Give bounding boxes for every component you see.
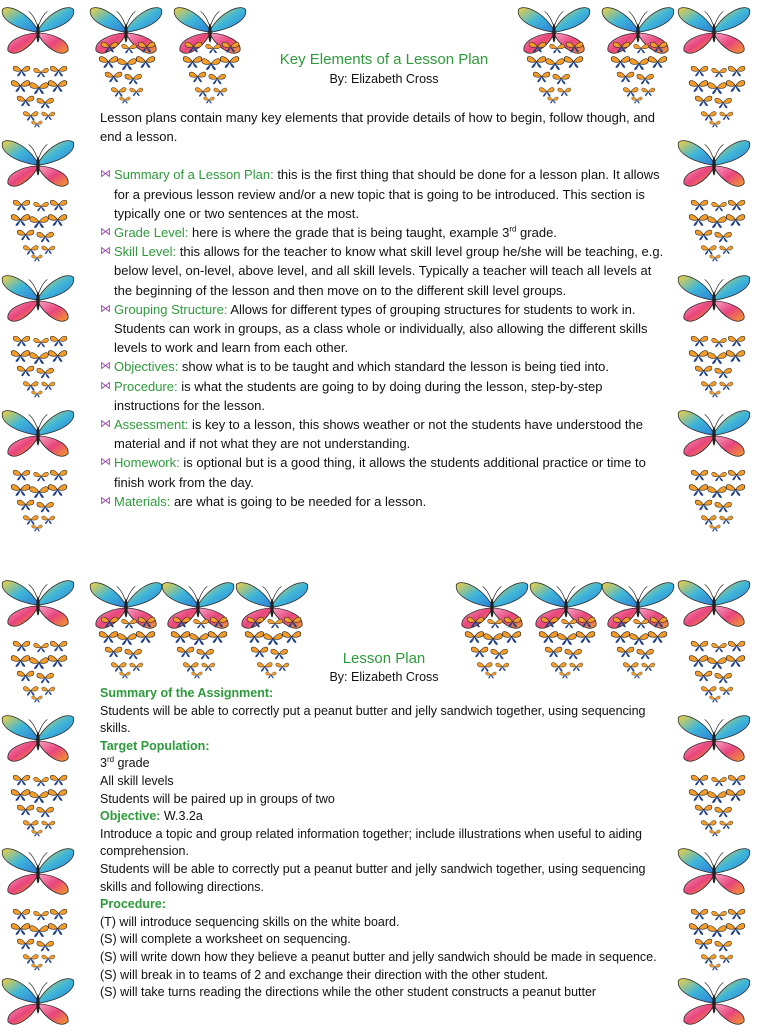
target-heading: Target Population: bbox=[100, 738, 210, 753]
author-byline: By: Elizabeth Cross bbox=[329, 72, 439, 86]
butterfly-icon bbox=[676, 405, 752, 465]
page-title: Lesson Plan bbox=[342, 650, 426, 667]
butterfly-icon bbox=[676, 710, 752, 770]
butterfly-cluster-icon bbox=[608, 38, 670, 104]
procedure-heading: Procedure: bbox=[100, 897, 166, 912]
butterfly-bullet-icon: ⋈ bbox=[100, 379, 111, 392]
butterfly-cluster-icon bbox=[180, 38, 242, 104]
butterfly-icon bbox=[0, 575, 76, 635]
butterfly-bullet-icon: ⋈ bbox=[100, 456, 111, 469]
butterfly-bullet-icon: ⋈ bbox=[100, 302, 111, 315]
list-item: ⋈ Summary of a Lesson Plan: this is the first thing that should be done for a lesson plan. It allows for a previous lesson review and/or a new topic that is going to be introduced. This section is typically one or two sentences at the most. bbox=[100, 167, 660, 221]
list-item: ⋈ Procedure: is what the students are going to by doing during the lesson, step-by-step instructions for the lesson. bbox=[100, 378, 603, 413]
butterfly-cluster-icon bbox=[8, 905, 70, 971]
butterfly-cluster-icon bbox=[8, 332, 70, 398]
butterfly-icon bbox=[676, 575, 752, 635]
butterfly-icon bbox=[676, 973, 752, 1033]
objective-text: Students will be able to correctly put a peanut butter and jelly sandwich together, using sequencing skills and following directions. bbox=[100, 861, 646, 894]
butterfly-cluster-icon bbox=[8, 196, 70, 262]
butterfly-icon bbox=[0, 405, 76, 465]
summary-text: Students will be able to correctly put a peanut butter and jelly sandwich together, using sequencing skills. bbox=[100, 703, 646, 736]
lesson-plan-body bbox=[100, 685, 670, 1002]
butterfly-bullet-icon: ⋈ bbox=[100, 245, 111, 258]
procedure-step: (S) will break in to teams of 2 and exchange their direction with the other student. bbox=[100, 967, 549, 982]
butterfly-bullet-icon: ⋈ bbox=[100, 168, 111, 181]
intro-paragraph: Lesson plans contain many key elements that provide details of how to begin, follow though, and end a lesson. bbox=[100, 110, 656, 145]
butterfly-bullet-icon: ⋈ bbox=[100, 360, 111, 373]
list-item: ⋈ Homework: is optional but is a good thing, it allows the students additional practice or time to finish work from the day. bbox=[100, 455, 646, 490]
butterfly-cluster-icon bbox=[686, 196, 748, 262]
butterfly-icon bbox=[676, 270, 752, 330]
list-item: ⋈ Skill Level: this allows for the teacher to know what skill level group he/she will be teaching, e.g. below level, on-level, above level, and all skill levels. Typically a teacher will teach all levels at the beginning of the lesson and then move on to the different skill level groups. bbox=[100, 244, 664, 298]
butterfly-icon bbox=[0, 973, 76, 1033]
target-grouping: Students will be paired up in groups of two bbox=[100, 791, 335, 806]
document-body bbox=[100, 108, 670, 511]
butterfly-icon bbox=[676, 843, 752, 903]
butterfly-cluster-icon bbox=[524, 38, 586, 104]
list-item: ⋈ Objectives: show what is to be taught and which standard the lesson is being tied into. bbox=[100, 357, 670, 376]
butterfly-icon bbox=[0, 135, 76, 195]
butterfly-cluster-icon bbox=[686, 466, 748, 532]
butterfly-bullet-icon: ⋈ bbox=[100, 418, 111, 431]
target-grade: 3rd grade bbox=[100, 755, 150, 771]
procedure-step: (S) will take turns reading the directions while the other student constructs a peanut butter bbox=[100, 985, 597, 1000]
page-title: Key Elements of a Lesson Plan bbox=[279, 51, 489, 68]
page-gap bbox=[0, 560, 768, 575]
document-page-2 bbox=[0, 575, 768, 1024]
list-item: ⋈ Materials: are what is going to be needed for a lesson. bbox=[100, 492, 670, 511]
butterfly-cluster-icon bbox=[8, 466, 70, 532]
list-item: ⋈ Assessment: is key to a lesson, this shows weather or not the students have understood the material and if not what they are not understanding. bbox=[100, 417, 643, 452]
butterfly-cluster-icon bbox=[686, 905, 748, 971]
butterfly-cluster-icon bbox=[8, 771, 70, 837]
procedure-step: (T) will introduce sequencing skills on the white board. bbox=[100, 914, 400, 929]
author-byline: By: Elizabeth Cross bbox=[329, 670, 439, 684]
butterfly-cluster-icon bbox=[686, 771, 748, 837]
butterfly-icon bbox=[0, 270, 76, 330]
butterfly-icon bbox=[0, 710, 76, 770]
list-item: ⋈ Grade Level: here is where the grade that is being taught, example 3rd grade. bbox=[100, 223, 670, 242]
procedure-step: (S) will write down how they believe a peanut butter and jelly sandwich should be made in sequence. bbox=[100, 949, 657, 964]
butterfly-bullet-icon: ⋈ bbox=[100, 226, 111, 239]
butterfly-icon bbox=[0, 843, 76, 903]
summary-heading: Summary of the Assignment: bbox=[100, 686, 274, 700]
butterfly-icon bbox=[676, 135, 752, 195]
butterfly-bullet-icon: ⋈ bbox=[100, 494, 111, 507]
butterfly-cluster-icon bbox=[686, 332, 748, 398]
objective-code: W.3.2a bbox=[160, 809, 203, 824]
list-item: ⋈ Grouping Structure: Allows for different types of grouping structures for students to work in. Students can work in groups, as a class whole or individually, also allowing the different skills levels to work and learn from each other. bbox=[100, 301, 648, 356]
target-skill: All skill levels bbox=[100, 773, 174, 788]
procedure-step: (S) will complete a worksheet on sequencing. bbox=[100, 932, 351, 947]
butterfly-cluster-icon bbox=[96, 38, 158, 104]
objective-text: Introduce a topic and group related information together; include illustrations when useful to aiding comprehension. bbox=[100, 826, 643, 859]
objective-heading: Objective: bbox=[100, 809, 161, 824]
objective-line bbox=[100, 808, 670, 826]
